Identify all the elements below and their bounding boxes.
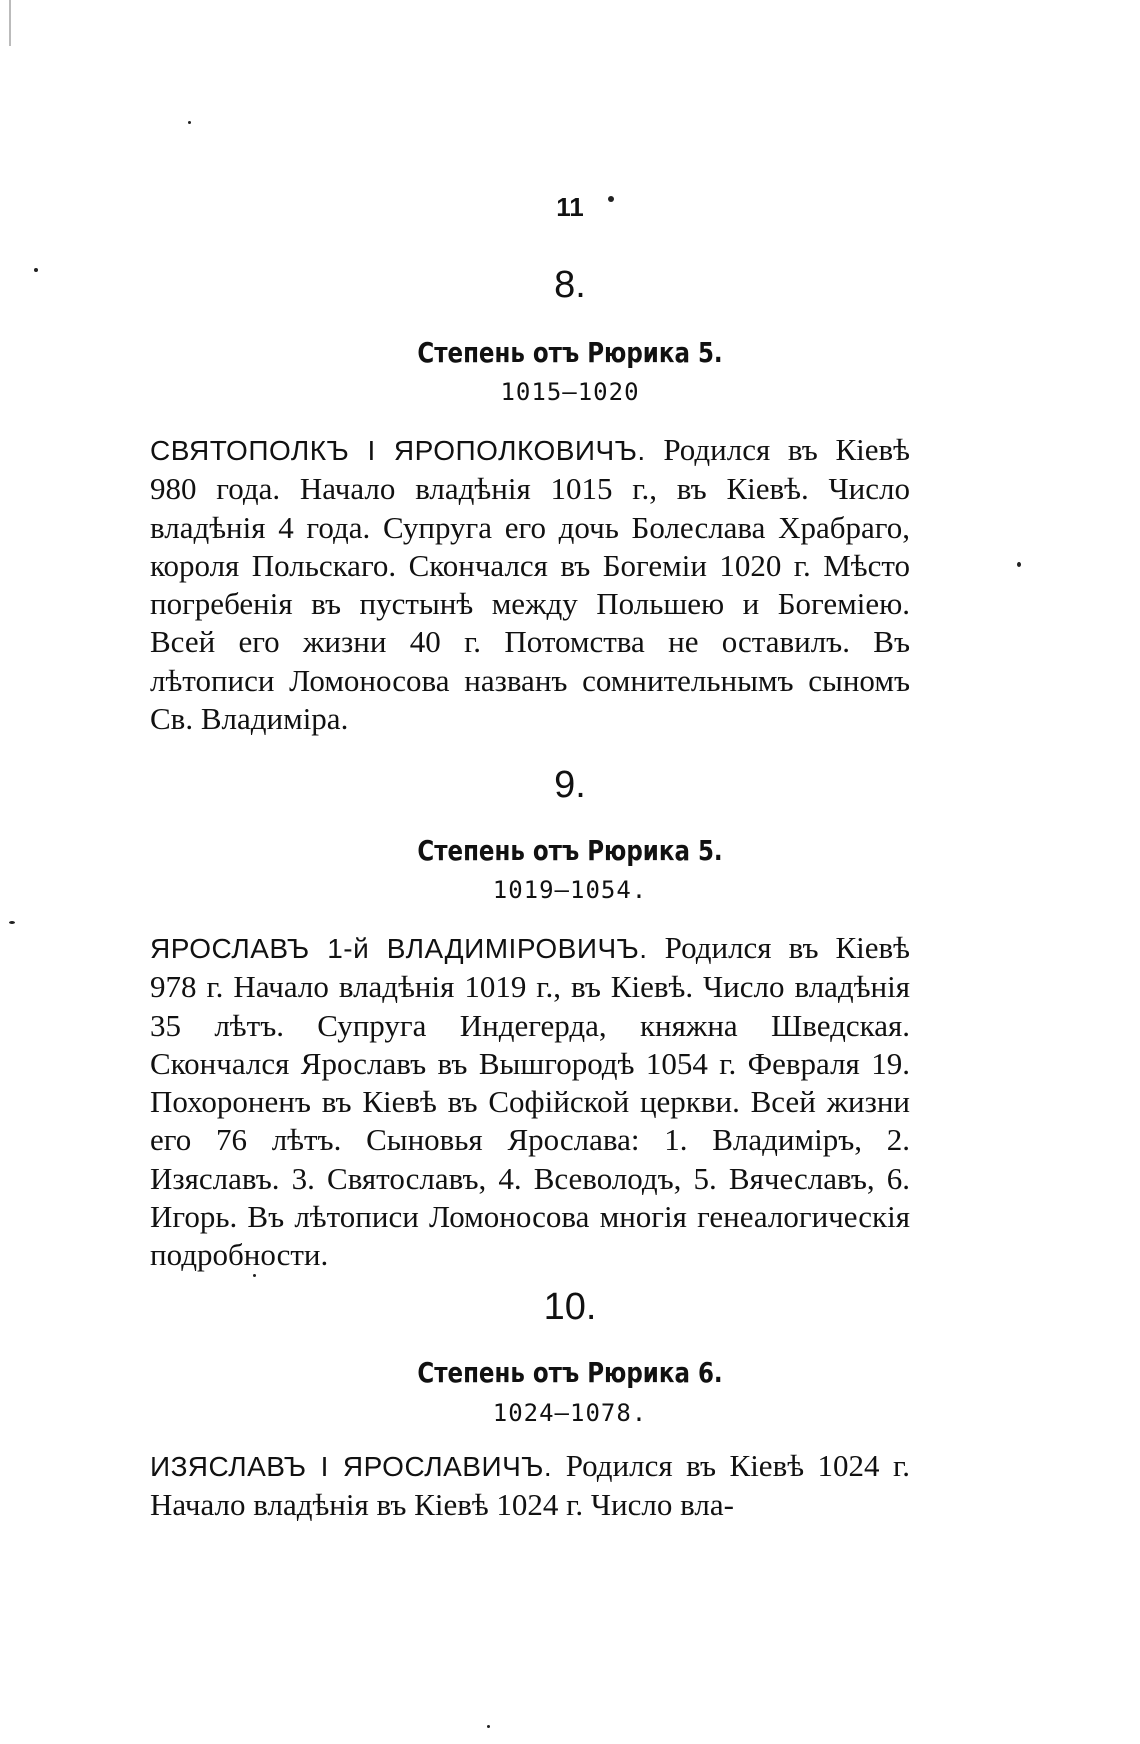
scan-speck — [1017, 562, 1021, 567]
scan-speck — [34, 268, 38, 272]
entry-number: 10. — [543, 1286, 597, 1328]
ruler-name: ЯРОСЛАВЪ 1-й ВЛАДИМІРОВИЧЪ. — [150, 933, 648, 964]
scan-speck — [487, 1725, 490, 1728]
entry-text: Родился въ Кіевѣ 978 г. Начало владѣнія 1019 г., въ Кіевѣ. Число владѣнія 35 лѣтъ. Супруга Индегерда, княжна Шведская. Скончался Ярославъ въ Вышгородѣ 1054 г. Февраля 19. Похороненъ въ Кіевѣ въ Софійской церкви. Всей жизни его 76 лѣтъ. Сыновья Ярослава: 1. Владиміръ, 2. Изяславъ. 3. Святославъ, 4. Всеволодъ, 5. Вячеславъ, 6. Игорь. Въ лѣтописи Ломоносова многія генеалогическія подробности. — [150, 930, 911, 1273]
entry-number: 9. — [554, 764, 586, 806]
ruler-name: ИЗЯСЛАВЪ I ЯРОСЛАВИЧЪ. — [150, 1451, 553, 1482]
entry-paragraph — [150, 929, 910, 1275]
ruler-name: СВЯТОПОЛКЪ I ЯРОПОЛКОВИЧЪ. — [150, 435, 646, 466]
scan-speck — [253, 1274, 256, 1277]
scan-speck — [188, 121, 191, 124]
entry-text: Родился въ Кіевѣ 980 года. Начало владѣнія 1015 г., въ Кіевѣ. Число владѣнія 4 года. Супруга его дочь Болеслава Храбраго, короля Польскаго. Скончался въ Богеміи 1020 г. Мѣсто погребенія въ пустынѣ между Польшею и Богеміею. Всей его жизни 40 г. Потомства не оставилъ. Въ лѣтописи Ломоносова названъ сомнительнымъ сыномъ Св. Владиміра. — [150, 432, 910, 737]
reign-years: 1015—1020 — [500, 378, 640, 406]
degree-heading: Степень отъ Рюрика 5. — [417, 336, 723, 369]
degree-heading: Степень отъ Рюрика 6. — [417, 1356, 723, 1389]
entry-number: 8. — [554, 264, 586, 306]
scan-speck — [608, 196, 614, 202]
scan-edge-line — [9, 0, 11, 46]
page-number: 11 — [556, 192, 584, 222]
reign-years: 1024—1078. — [492, 1399, 648, 1427]
entry-paragraph — [150, 1447, 910, 1525]
reign-years: 1019—1054. — [492, 876, 648, 904]
entry-text: Родился въ Кіевѣ 1024 г. Начало владѣнія въ Кіевѣ 1024 г. Число вла- — [150, 1448, 911, 1523]
degree-heading: Степень отъ Рюрика 5. — [417, 834, 723, 867]
entry-paragraph — [150, 431, 910, 738]
scan-speck — [9, 921, 15, 924]
